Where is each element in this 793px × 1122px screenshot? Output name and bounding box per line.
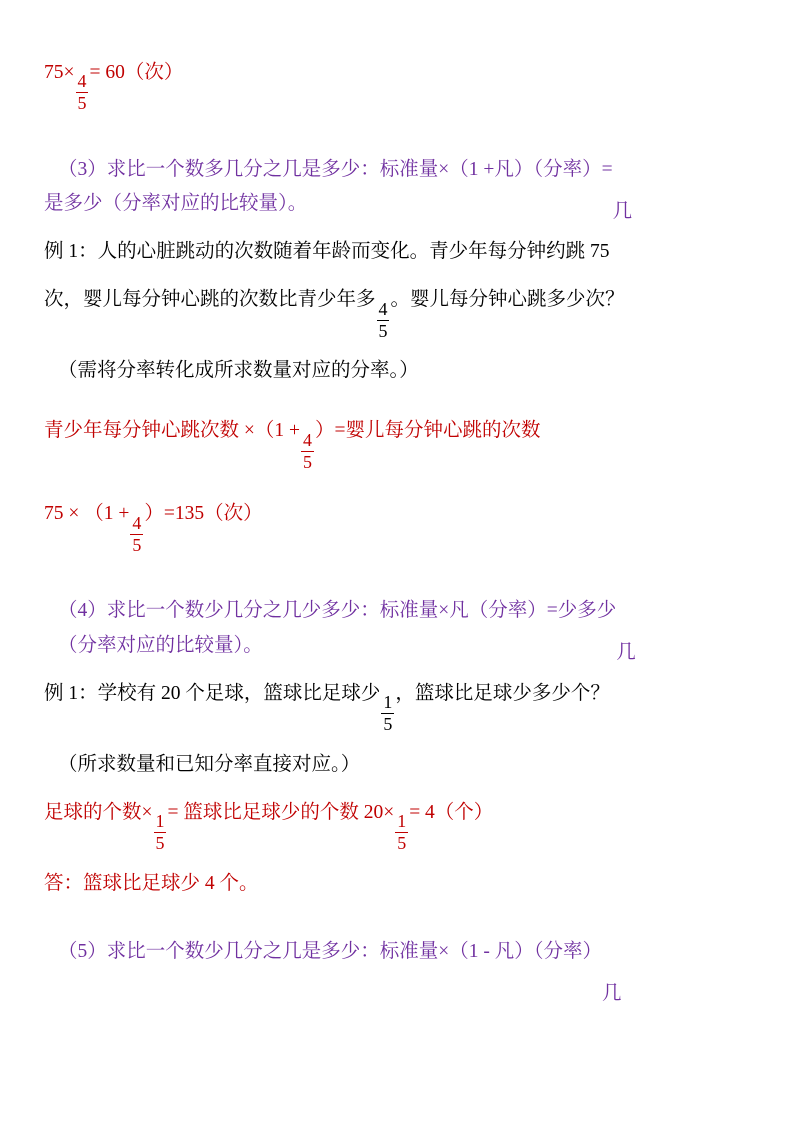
fraction-1-5: $\frac{1}{5}$ bbox=[397, 811, 407, 853]
section-3-heading-text: （3）求比一个数多几分之几是多少：标准量×（1 +凡）（分率）= bbox=[58, 158, 613, 180]
fraction-1-5: $\frac{1}{5}$ bbox=[383, 692, 393, 734]
solution-1-relation-b: ）=婴儿每分钟心跳的次数 bbox=[314, 420, 541, 442]
fraction-1-5: $\frac{1}{5}$ bbox=[155, 811, 165, 853]
solution-2-equation bbox=[44, 796, 756, 853]
section-5-heading-text: （5）求比一个数少几分之几是多少：标准量×（1 - 凡）（分率） bbox=[58, 940, 602, 962]
equation-1-prefix: 75× bbox=[44, 62, 75, 83]
fraction-4-5: $\frac{4}{5}$ bbox=[303, 429, 312, 472]
solution-1-relation bbox=[44, 414, 756, 471]
example-2-line-1 bbox=[44, 677, 756, 734]
example-1-line-2-b: 。婴儿每分钟心跳多少次？ bbox=[390, 289, 625, 311]
fraction-4-5: $\frac{4}{5}$ bbox=[77, 71, 87, 114]
solution-2-equation-b: = 篮球比足球少的个数 20× bbox=[167, 801, 395, 823]
solution-1-relation-a: 青少年每分钟心跳次数 ×（1 + bbox=[44, 420, 300, 442]
section-5-heading: （5）求比一个数少几分之几是多少：标准量×（1 - 凡）（分率） 几 bbox=[58, 940, 622, 1004]
example-1-note: （需将分率转化成所求数量对应的分率。） bbox=[58, 360, 419, 382]
equation-1-suffix: = 60（次） bbox=[89, 62, 184, 83]
example-1-line-2 bbox=[44, 283, 756, 340]
section-3-heading: （3）求比一个数多几分之几是多少：标准量×（1 +凡）（分率）= 几 bbox=[58, 158, 633, 222]
section-4-heading-text: （4）求比一个数少几分之几少多少：标准量×凡（分率）=少多少 bbox=[58, 600, 617, 622]
section-4-heading-cont: （分率对应的比较量）。 bbox=[58, 634, 263, 656]
example-2-line-1-a: 例 1：学校有 20 个足球，篮球比足球少 bbox=[44, 682, 381, 704]
fraction-4-5: $\frac{4}{5}$ bbox=[378, 298, 388, 341]
equation-line-1 bbox=[44, 56, 756, 113]
fraction-4-5: $\frac{4}{5}$ bbox=[132, 512, 142, 555]
solution-1-equation bbox=[44, 497, 756, 554]
solution-1-equation-b: ）=135（次） bbox=[144, 503, 263, 525]
example-1-line-2-a: 次，婴儿每分钟心跳的次数比青少年多 bbox=[44, 289, 376, 311]
example-1-line-1: 例 1：人的心脏跳动的次数随着年龄而变化。青少年每分钟约跳 75 bbox=[44, 241, 610, 263]
example-2-line-1-b: ，篮球比足球少多少个？ bbox=[395, 682, 610, 704]
document-body bbox=[44, 56, 756, 1004]
solution-2-answer: 答：篮球比足球少 4 个。 bbox=[44, 872, 259, 894]
example-2-note: （所求数量和已知分率直接对应。） bbox=[58, 753, 361, 775]
section-3-heading-cont: 是多少（分率对应的比较量）。 bbox=[44, 193, 308, 215]
solution-2-equation-c: = 4（个） bbox=[409, 801, 494, 823]
solution-2-equation-a: 足球的个数× bbox=[44, 801, 153, 823]
solution-1-equation-a: 75 × （1 + bbox=[44, 503, 130, 525]
section-4-heading: （4）求比一个数少几分之几少多少：标准量×凡（分率）=少多少 几 bbox=[58, 600, 636, 664]
